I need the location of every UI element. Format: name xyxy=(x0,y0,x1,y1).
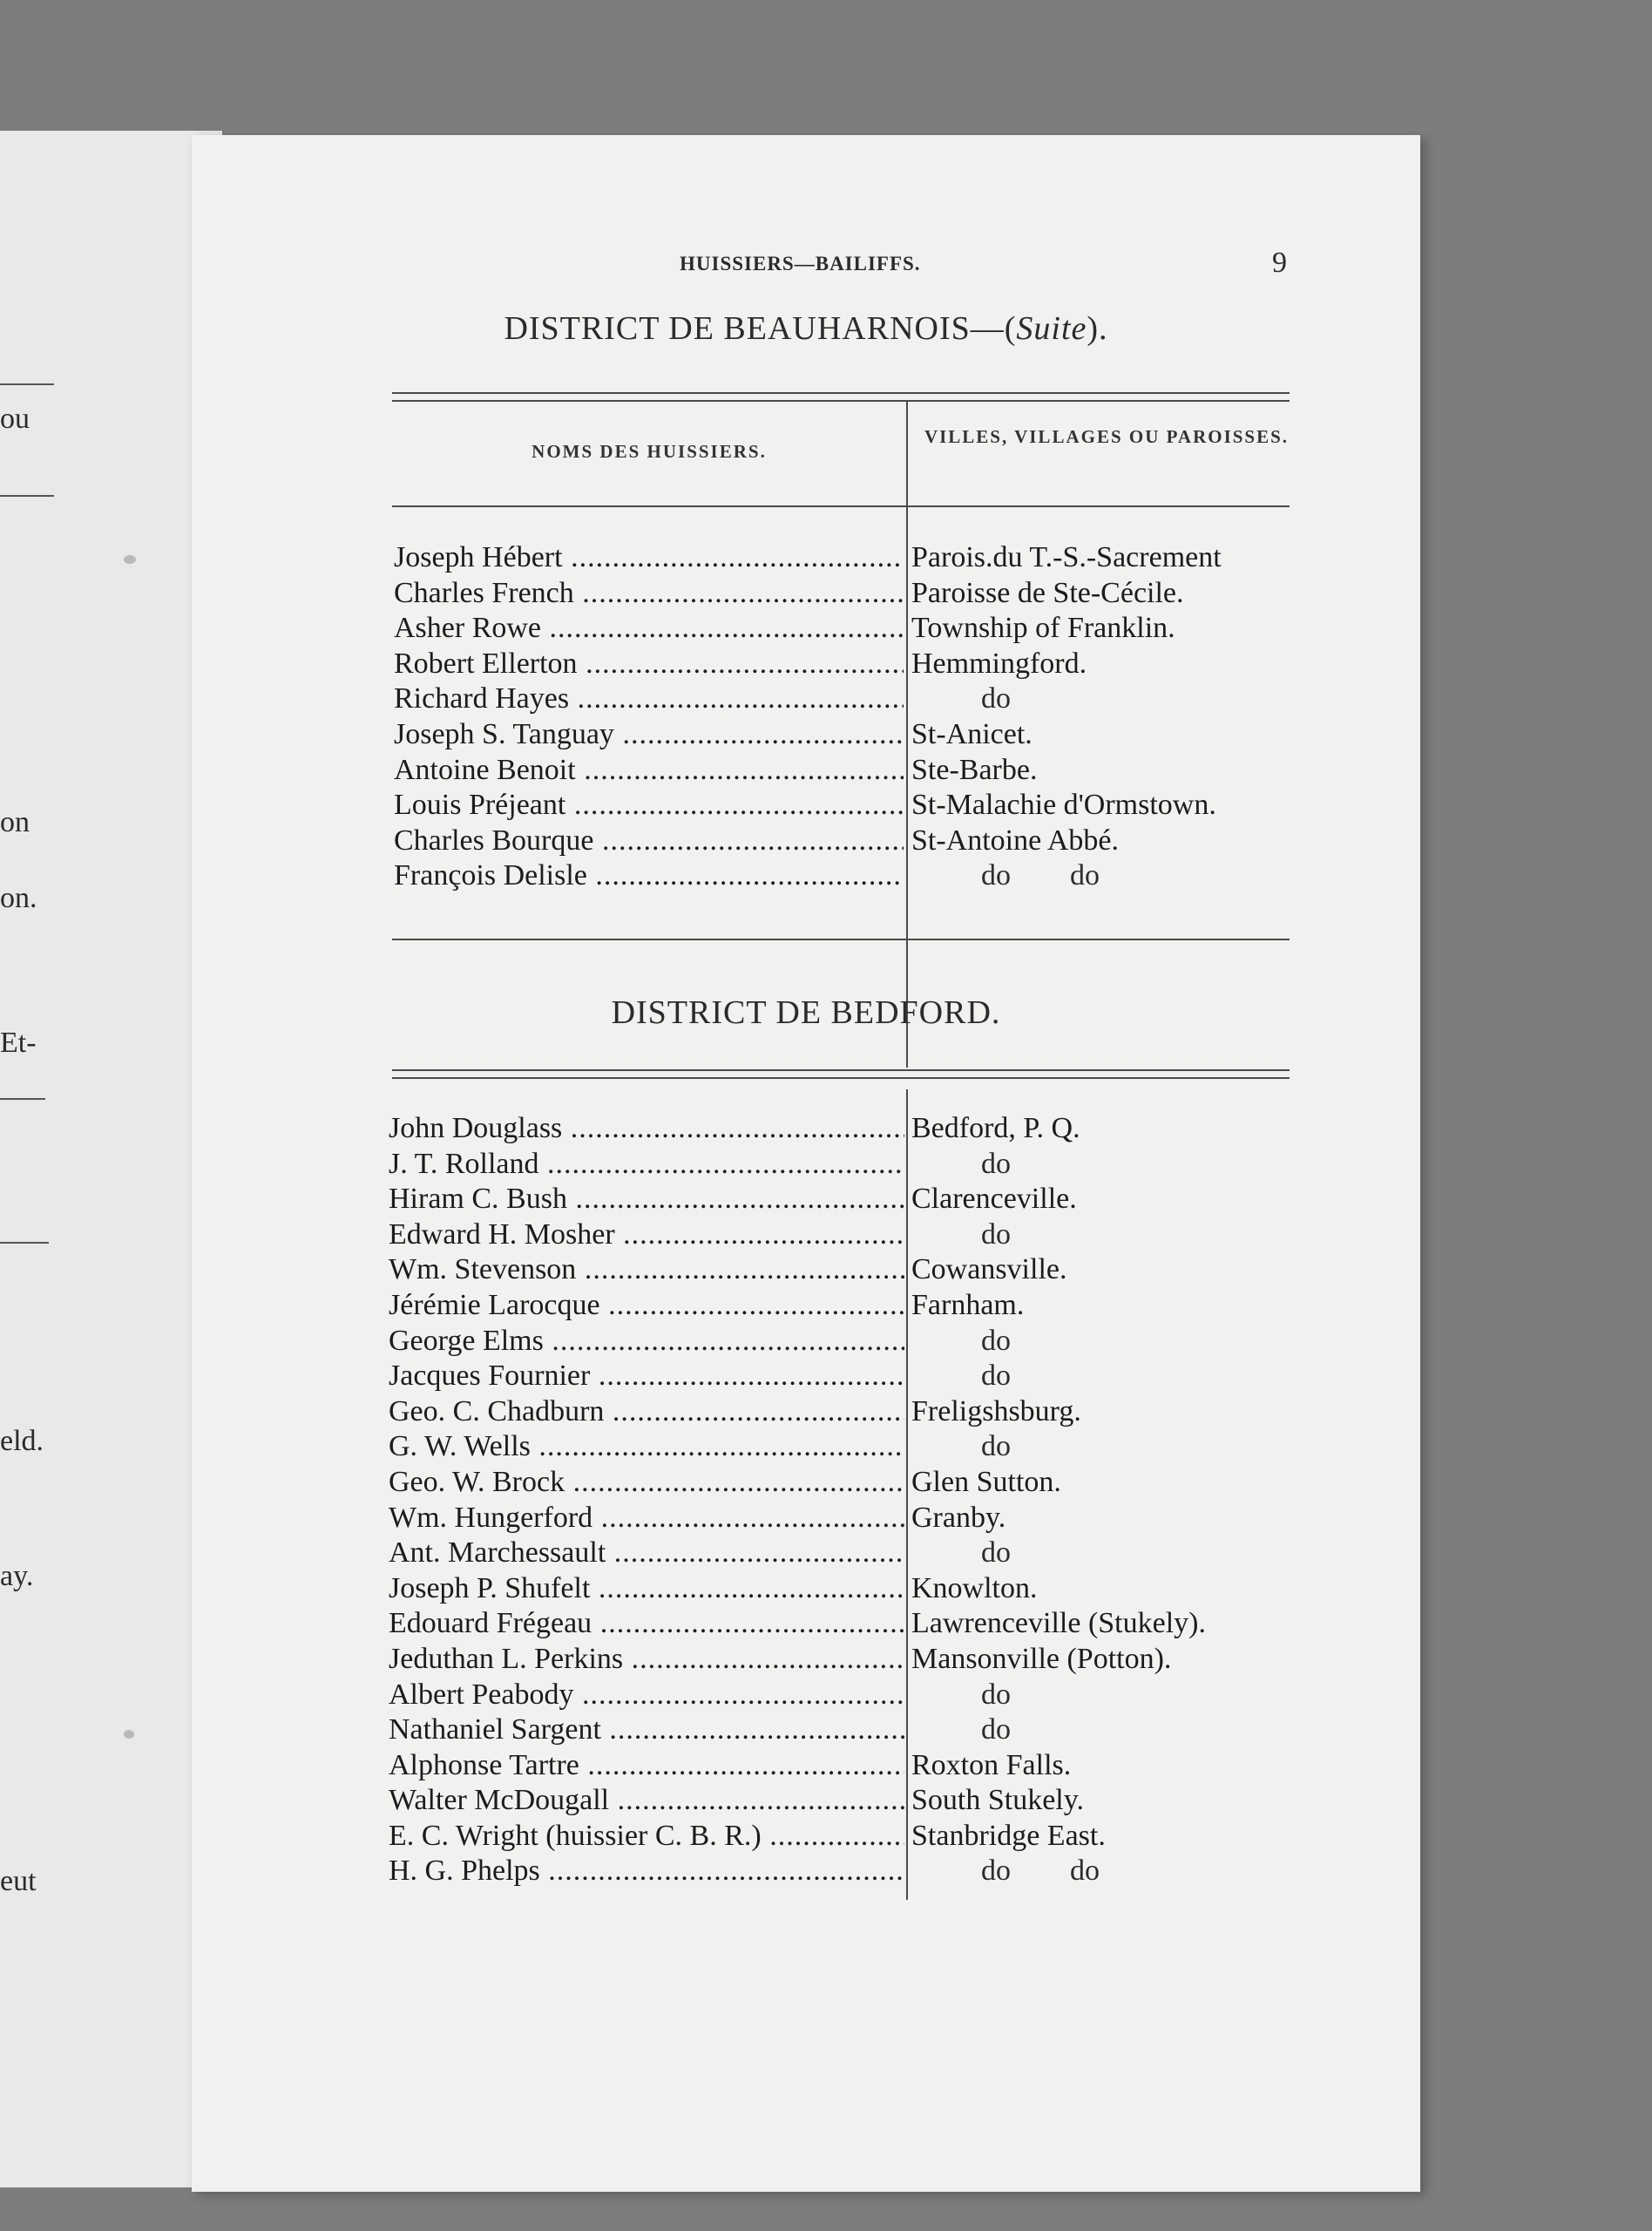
bailiff-place: Stanbridge East. xyxy=(911,1819,1106,1852)
column-header-names: NOMS DES HUISSIERS. xyxy=(531,441,767,462)
bailiff-name: Alphonse Tartre ..... xyxy=(389,1748,904,1783)
bailiff-name: J. T. Rolland ..... xyxy=(389,1147,904,1182)
divider xyxy=(0,1242,49,1244)
table-row xyxy=(192,611,1420,647)
bailiff-name: Hiram C. Bush ..... xyxy=(389,1182,904,1217)
table-row xyxy=(192,1288,1420,1324)
bailiff-name: Richard Hayes ..... xyxy=(394,682,904,716)
bailiff-name: Louis Préjeant ..... xyxy=(394,788,904,823)
bailiff-list-beauharnois xyxy=(192,540,1420,894)
bailiff-place: do xyxy=(981,1713,1011,1746)
district-title-beauharnois xyxy=(192,309,1420,348)
bailiff-name: Asher Rowe ..... xyxy=(394,611,904,646)
bailiff-name: Jacques Fournier ..... xyxy=(389,1359,904,1394)
bailiff-place: do xyxy=(981,1678,1011,1711)
left-fragment: ay. xyxy=(0,1560,34,1592)
bailiff-name: Edouard Frégeau ..... xyxy=(389,1606,904,1641)
table-row xyxy=(192,1111,1420,1147)
table-row xyxy=(192,1147,1420,1183)
table-row xyxy=(192,1642,1420,1678)
table-row xyxy=(192,1712,1420,1748)
bailiff-place: South Stukely. xyxy=(911,1784,1085,1817)
table-row xyxy=(192,1465,1420,1501)
left-fragment: ou xyxy=(0,403,30,435)
bailiff-name: Jérémie Larocque ..... xyxy=(389,1288,904,1323)
bailiff-place: do xyxy=(981,1147,1011,1180)
bailiff-name: Albert Peabody ..... xyxy=(389,1678,904,1712)
bailiff-name: Geo. C. Chadburn ..... xyxy=(389,1394,904,1429)
bailiff-name: Robert Ellerton ..... xyxy=(394,647,904,682)
left-fragment: Et- xyxy=(0,1027,37,1059)
column-header-places: VILLES, VILLAGES OU PAROISSES. xyxy=(924,426,1290,447)
divider xyxy=(0,1098,45,1100)
left-fragment: eut xyxy=(0,1865,37,1897)
table-row xyxy=(192,753,1420,789)
bailiff-name: Edward H. Mosher ..... xyxy=(389,1217,904,1252)
bailiff-place: do xyxy=(981,1217,1011,1251)
table-row xyxy=(192,1429,1420,1465)
divider xyxy=(0,383,54,385)
bailiff-place: Ste-Barbe. xyxy=(911,753,1038,786)
table-row xyxy=(192,1819,1420,1855)
table-row xyxy=(192,824,1420,859)
district-title-bedford: DISTRICT DE BEDFORD. xyxy=(611,994,1001,1031)
bailiff-name: Wm. Stevenson ..... xyxy=(389,1252,904,1287)
header-rule-bottom xyxy=(392,505,1290,507)
bailiff-name: Nathaniel Sargent ..... xyxy=(389,1712,904,1747)
table-row xyxy=(192,1678,1420,1713)
table-row xyxy=(192,1748,1420,1784)
bailiff-name: François Delisle ..... xyxy=(394,858,904,893)
ink-speck xyxy=(124,1730,134,1739)
bailiff-place: do do xyxy=(981,1855,1100,1888)
table-row xyxy=(192,1783,1420,1819)
bailiff-name: Joseph P. Shufelt ..... xyxy=(389,1571,904,1606)
bailiff-place: Township of Franklin. xyxy=(911,612,1175,645)
bailiff-place: Farnham. xyxy=(911,1288,1025,1321)
district-title-suite: Suite xyxy=(1016,310,1087,347)
bailiff-name: Jeduthan L. Perkins ..... xyxy=(389,1642,904,1677)
table-row xyxy=(192,576,1420,612)
bailiff-place: Paroisse de Ste-Cécile. xyxy=(911,576,1184,609)
bailiff-name: Joseph S. Tanguay ..... xyxy=(394,717,904,752)
left-fragment: on xyxy=(0,806,30,838)
bailiff-name: Charles Bourque ..... xyxy=(394,824,904,858)
page xyxy=(192,135,1420,2192)
bailiff-name: H. G. Phelps ..... xyxy=(389,1854,904,1889)
bailiff-name: Charles French ..... xyxy=(394,576,904,611)
district-title-end: ). xyxy=(1087,310,1108,347)
table-row xyxy=(192,717,1420,753)
bailiff-name: Geo. W. Brock ..... xyxy=(389,1465,904,1500)
bailiff-place: Cowansville. xyxy=(911,1253,1067,1286)
bailiff-list-bedford xyxy=(192,1111,1420,1889)
table-row xyxy=(192,1571,1420,1607)
table-row xyxy=(192,1394,1420,1430)
header-rule-top xyxy=(392,1069,1290,1079)
table-row xyxy=(192,1854,1420,1889)
page-number: 9 xyxy=(1272,247,1287,279)
bailiff-name: Wm. Hungerford ..... xyxy=(389,1501,904,1536)
divider xyxy=(0,495,54,497)
bailiff-place: do xyxy=(981,682,1011,715)
table-row xyxy=(192,682,1420,717)
bailiff-place: Parois.du T.-S.-Sacrement xyxy=(911,541,1222,573)
bailiff-place: Knowlton. xyxy=(911,1571,1038,1604)
table-row xyxy=(192,1606,1420,1642)
bailiff-place: do xyxy=(981,1536,1011,1570)
district-title-text: DISTRICT DE BEAUHARNOIS—( xyxy=(504,310,1017,347)
table-row xyxy=(192,1182,1420,1217)
bailiff-name: Walter McDougall ..... xyxy=(389,1783,904,1818)
bailiff-name: Antoine Benoit ..... xyxy=(394,753,904,788)
ink-speck xyxy=(124,555,136,564)
bailiff-place: Glen Sutton. xyxy=(911,1465,1061,1498)
table-row xyxy=(192,788,1420,824)
bailiff-place: St-Anicet. xyxy=(911,717,1032,750)
table-row xyxy=(192,1501,1420,1536)
bailiff-name: G. W. Wells ..... xyxy=(389,1429,904,1464)
bailiff-name: E. C. Wright (huissier C. B. R.) ..... xyxy=(389,1819,904,1854)
table-row xyxy=(192,1252,1420,1288)
bailiff-name: John Douglass ..... xyxy=(389,1111,904,1146)
bailiff-name: Ant. Marchessault ..... xyxy=(389,1536,904,1570)
bailiff-place: St-Antoine Abbé. xyxy=(911,824,1119,857)
table-row xyxy=(192,1324,1420,1360)
bailiff-place: Roxton Falls. xyxy=(911,1748,1072,1781)
table-row xyxy=(192,647,1420,682)
bailiff-place: do xyxy=(981,1430,1011,1463)
bailiff-name: George Elms ..... xyxy=(389,1324,904,1359)
bailiff-name: Joseph Hébert ..... xyxy=(394,540,904,575)
table-row xyxy=(192,540,1420,576)
bailiff-place: Bedford, P. Q. xyxy=(911,1112,1080,1144)
running-head: HUISSIERS—BAILIFFS. xyxy=(680,253,921,275)
bailiff-place: Hemmingford. xyxy=(911,647,1087,680)
bailiff-place: Freligshsburg. xyxy=(911,1394,1081,1427)
table-row xyxy=(192,1359,1420,1394)
bailiff-place: St-Malachie d'Ormstown. xyxy=(911,789,1216,822)
bailiff-place: do do xyxy=(981,859,1100,892)
table-row xyxy=(192,1217,1420,1253)
left-facing-page xyxy=(0,131,222,2187)
bailiff-place: do xyxy=(981,1360,1011,1393)
left-fragment: eld. xyxy=(0,1425,44,1457)
table-row xyxy=(192,1536,1420,1571)
bailiff-place: Granby. xyxy=(911,1501,1006,1534)
bailiff-place: do xyxy=(981,1324,1011,1357)
bailiff-place: Clarenceville. xyxy=(911,1183,1077,1216)
left-fragment: on. xyxy=(0,882,37,914)
table-row xyxy=(192,858,1420,894)
header-rule-top xyxy=(392,392,1290,402)
bailiff-place: Mansonville (Potton). xyxy=(911,1642,1172,1675)
section-end-rule xyxy=(392,939,1290,940)
bailiff-place: Lawrenceville (Stukely). xyxy=(911,1607,1206,1640)
